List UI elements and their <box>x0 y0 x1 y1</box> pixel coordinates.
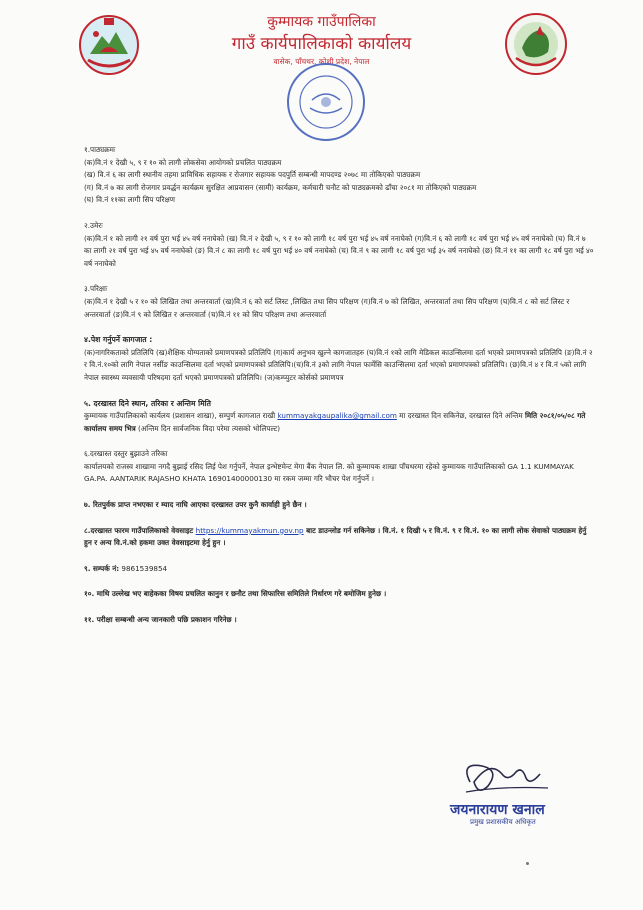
government-emblem-icon <box>78 14 140 76</box>
exam-text: (क)वि.नं १ देखी ५ र १० को लिखित तथा अन्तरवार्ता (ख)वि.नं ६ को सर्ट लिस्ट ,लिखित तथा सिप परिक्षण (ग)वि.नं ७ को लिखित, अन्तरवार्ता तथा सिप परिक्षण (घ)वि.नं ८ को सर्ट लिस्ट र अन्तरवार्ता (ङ)वि.नं ९ को लिखित र अन्तरवार्ता (च)वि.नं ११ को सिप परिक्षण तथा अन्तरवार्ता <box>84 296 570 319</box>
section-application <box>84 398 594 436</box>
syllabus-item: (घ) वि.नं ११का लागी सिप परिक्षण <box>84 195 175 205</box>
section-title: ६.दरखास्त दस्तुर बुझाउने तरिका <box>84 449 168 459</box>
section-title: ३.परिक्षाः <box>84 284 108 294</box>
syllabus-item: (ग) वि.नं ७ का लागी रोजगार प्रवर्द्धन कार्यक्रम सुरक्षित आप्रवासन (सामी) कार्यक्रम, कर्मचारी चनौट को पाठ्यक्रमको ढाँचा २०८१ मा तोकिएको पाठ्यक्रम <box>84 182 477 192</box>
section-title: ५. दरखास्त दिने स्थान, तरिका र अन्तिम मिति <box>84 398 211 408</box>
documents-text: (क)नागरिकताको प्रतिलिपि (ख)शैक्षिक योग्यताको प्रमाणपत्रको प्रतिलिपि (ग)कार्य अनुभव खुल्ने कागजातहरु (घ)वि.नं १को लागि मेडिकल काउन्सिलमा दर्ता भएको प्रमाणपत्रको प्रतिलिपि (ङ)वि.नं २ र वि.नं.१०को लागि नेपाल नर्सीङ काउन्सिलमा दर्ता भएको प्रमाणपत्रको प्रतिलिपि।(च)वि.नं ३को लागि नेपाल फार्मेसि काउन्सिलमा दर्ता भएको प्रमाणपत्रको प्रतिलिपि। (छ)वि.नं ४ र वि.नं ५को लागि नेपाल स्वास्थ्य व्यवसायी परिषदमा दर्ता भएको प्रमाणपत्रको प्रतिलिपि। (ज)कम्प्युटर कोर्सको प्रमाणपत्र <box>84 347 593 382</box>
signatory-post: प्रमुख प्रशासकीय अधिकृत <box>470 818 536 826</box>
section-title: १.पाठ्यक्रमः <box>84 145 116 154</box>
deadline: मिति २०८१/०५/०८ गते कार्यालय समय भित्र <box>84 411 586 433</box>
notice-body <box>84 144 594 627</box>
section-rejection: ७. रितपुर्वक प्राप्त नभएका र म्याद नाघि आएका दरखास्त उपर कुनै कार्वाही हुने छैन । <box>84 500 307 510</box>
website-link[interactable]: https://kummayakmun.gov.np <box>195 525 304 535</box>
section-contact <box>84 563 594 576</box>
section-fee <box>84 448 594 486</box>
office-name: गाउँ कार्यपालिकाको कार्यालय <box>231 34 412 54</box>
fee-text: कार्यालयको राजस्व शाखामा नगदै बुझाई रसिद लिई पेश गर्नुपर्ने, नेपाल इन्भेष्टमेन्ट मेगा बैंक नेपाल लि. को कुम्मायक शाखा पाँचथरमा रहेको कुम्मायक गाउँपालिकाको GA 1.1 KUMMAYAK GA.PA. AANTARIK RAJASHO KHATA 16901400000130 मा रकम जम्मा गरि भौचर पेश गर्नुपर्ने । <box>84 461 574 484</box>
office-stamp-icon <box>284 60 368 144</box>
contact-label: ९. सम्पर्क नं: <box>84 563 120 573</box>
municipality-emblem-icon <box>504 12 568 76</box>
section-title: २.उमेरः <box>84 220 103 230</box>
syllabus-item: (क)वि.नं १ देखी ५, ९ र १० को लागी लोकसेवा आयोगको प्रचलित पाठ्यक्रम <box>84 157 282 167</box>
age-text: (क)वि.नं १ को लागी २१ वर्ष पुरा भई ४५ वर्ष ननाघेको (ख) वि.नं २ देखी ५, ९ र १० को लागी १८ वर्ष पुरा भई ४५ वर्ष ननाघेको (ग)वि.नं ६ को लागी १८ वर्ष पुरा भई ४५ वर्ष ननाघेको (घ) वि.नं ७ का लागी २१ वर्ष पुरा भई ४५ वर्ष ननाघेको (ङ) वि.नं ८ का लागी १८ वर्ष पुरा भई ४० वर्ष ननाघेको (च) वि.नं ९ का लागी १८ वर्ष पुरा भई ३५ वर्ष ननाघेको (छ) वि.नं ११ का लागी १८ वर्ष पुरा भई ४० वर्ष ननाघेको <box>84 233 594 268</box>
application-text: कुम्मायक गाउँपालिकाको कार्यलय (प्रशासन शाखा), सम्पुर्ण कागजात राखी kummayakgaupalika@gmail.com मा दरखास्त दिन सकिनेछ, दरखास्त दिने अन्तिम मिति २०८१/०५/०८ गते कार्यालय समय भित्र (अन्तिम दिन सार्वजनिक विदा परेमा त्यसको भोलिपल्ट) <box>84 411 586 433</box>
section-form-download: ८.दरखास्त फारम गाउँपालिकाको वेवसाइट https://kummayakmun.gov.np बाट डाउन्लोड गर्न सकिनेछ । वि.नं. १ दिखी ५ र वि.नं. ९ र वि.नं. १० का लागी लोक सेवाको पाठ्यक्रम हेर्नु हुन र अन्य वि.नं.को हकमा उक्त वेवसाइटमा हेर्नु हुन । <box>84 525 587 548</box>
section-other-rules: १०. माथि उल्लेख भए बाहेकका विषय प्रचलित कानुन र छनौट तथा सिफारिस समितिले निर्धारण गरे बमोजिम हुनेछ । <box>84 589 387 599</box>
section-exam <box>84 283 594 321</box>
office-address: वासेक, पाँचथर, कोशी प्रदेश, नेपाल <box>273 57 370 66</box>
speck <box>526 862 529 865</box>
email-link[interactable]: kummayakgaupalika@gmail.com <box>277 411 397 421</box>
section-documents <box>84 334 594 384</box>
municipality-name: कुम्मायक गाउँपालिका <box>267 14 376 30</box>
section-title: ४.पेश गर्नुपर्ने कागजात : <box>84 335 153 345</box>
contact-phone: 9861539854 <box>121 563 168 573</box>
section-age <box>84 220 594 270</box>
section-exam-info: ११. परीक्षा सम्बन्धी अन्य जानकारी पछि प्रकाशन गरिनेछ । <box>84 615 237 625</box>
section-syllabus <box>84 144 594 207</box>
syllabus-item: (ख) वि.नं ६ का लागी स्थानीय तहमा प्राविधिक सहायक र रोजगार सहायक पदपुर्ति सम्बन्धी मापदण्ड २०७८ मा तोकिएको पाठ्यक्रम <box>84 170 421 180</box>
signatory-name: जयनारायण खनाल <box>450 802 545 818</box>
